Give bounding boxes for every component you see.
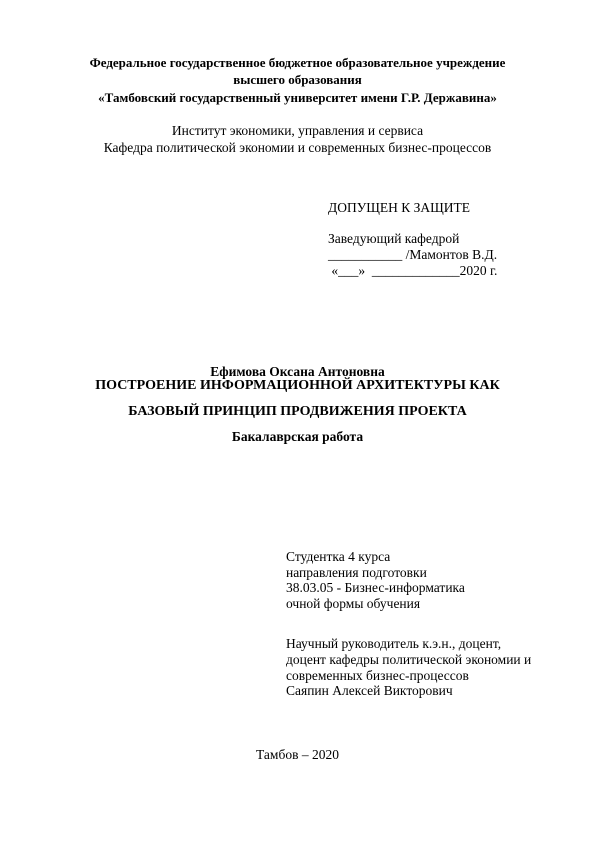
institute-name: Институт экономики, управления и сервиса bbox=[171, 123, 424, 138]
supervisor-line-1: Научный руководитель к.э.н., доцент, bbox=[286, 636, 502, 651]
approval-heading: ДОПУЩЕН К ЗАЩИТЕ bbox=[328, 200, 471, 215]
author-name: Ефимова Оксана Антоновна bbox=[210, 364, 385, 379]
work-type: Бакалаврская работа bbox=[231, 429, 364, 444]
student-line-2: направления подготовки bbox=[286, 565, 427, 580]
org-line-1: Федеральное государственное бюджетное образовательное учреждение bbox=[89, 55, 506, 70]
supervisor-line-2: доцент кафедры политической экономии и bbox=[286, 652, 532, 667]
university-name: «Тамбовский государственный университет имени Г.Р. Державина» bbox=[98, 90, 497, 105]
approval-role: Заведующий кафедрой bbox=[328, 231, 460, 246]
approval-date: «___» _____________2020 г. bbox=[328, 263, 498, 278]
city-year: Тамбов – 2020 bbox=[256, 747, 339, 762]
work-title-line-1: ПОСТРОЕНИЕ ИНФОРМАЦИОННОЙ АРХИТЕКТУРЫ КАК bbox=[95, 378, 500, 393]
student-line-1: Студентка 4 курса bbox=[286, 549, 391, 564]
approval-signature: ___________ /Мамонтов В.Д. bbox=[328, 247, 498, 262]
supervisor-line-3: современных бизнес-процессов bbox=[286, 668, 469, 683]
student-line-3: 38.03.05 - Бизнес-информатика bbox=[286, 580, 465, 595]
student-line-4: очной формы обучения bbox=[286, 596, 421, 611]
org-line-2: высшего образования bbox=[233, 72, 362, 87]
work-title-line-2: БАЗОВЫЙ ПРИНЦИП ПРОДВИЖЕНИЯ ПРОЕКТА bbox=[128, 404, 467, 419]
department-name: Кафедра политической экономии и современных бизнес-процессов bbox=[103, 140, 492, 155]
supervisor-name: Саяпин Алексей Викторович bbox=[286, 683, 453, 698]
